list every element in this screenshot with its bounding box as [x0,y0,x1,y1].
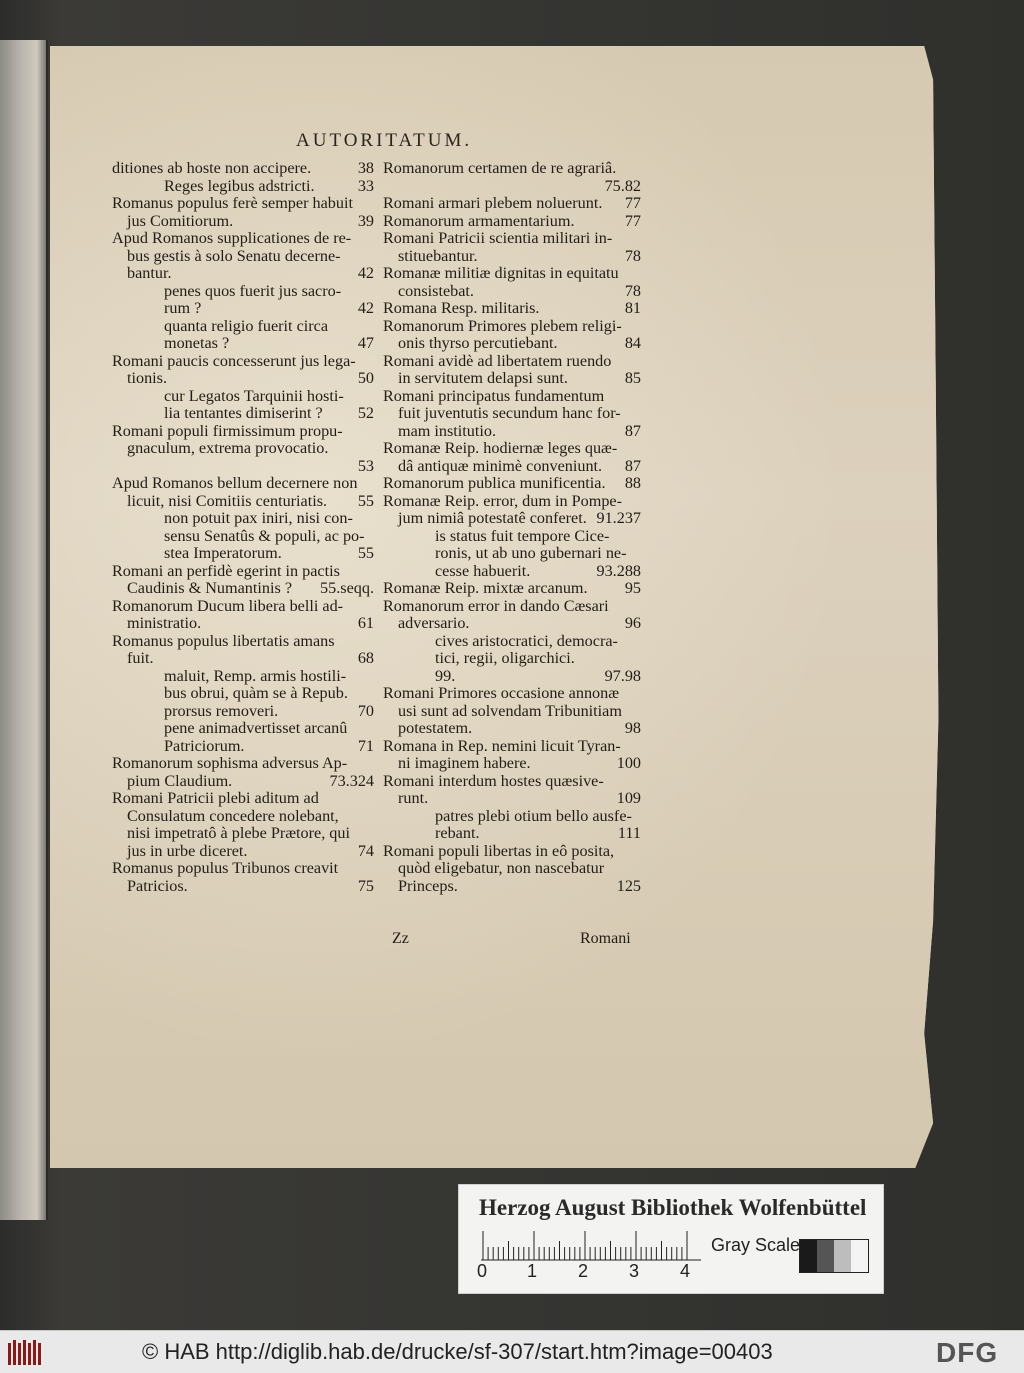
index-page-number: 55.seqq. [320,579,374,597]
index-entry-line: cur Legatos Tarquinii hosti- [164,386,344,405]
index-page-number: 73.324 [329,771,374,790]
index-entry-line: Romanorum Ducum libera belli ad- [112,596,344,615]
index-entry-line: bus obrui, quàm se à Repub. [164,684,348,702]
index-entry-line: prorsus removeri. [164,701,279,720]
index-entry [112,353,374,388]
index-entry [112,318,374,353]
index-page-number: 61 [357,614,374,632]
index-entry-line: Romanorum sophisma adversus Ap- [112,754,348,772]
index-entry [112,790,374,860]
index-entry-line: bus gestis à solo Senatu decerne- [127,246,341,265]
index-entry-line: Patriciorum. [164,736,245,755]
gray-swatch [834,1240,851,1272]
index-entry [383,633,641,686]
index-entry-line [112,458,374,476]
index-page-number: 47 [357,334,374,352]
index-entry [112,755,374,790]
facing-page-edge [0,40,48,1220]
index-page-number: 42 [357,264,374,282]
index-entry [112,598,374,633]
index-page-number: 109 [616,789,641,807]
index-entry-line: pium Claudium. [127,771,233,790]
index-page-number: 55 [357,491,374,510]
index-page-number: 75.82 [604,176,641,195]
index-entry-line: jus Comitiorum. [127,211,234,230]
index-entry-line: Romani an perfidè egerint in pactis [112,561,340,580]
index-entry-line: sensu Senatûs & populi, ac po- [164,526,365,545]
index-entry [383,353,641,388]
index-page-number: 96 [624,614,641,632]
index-entry [383,808,641,843]
index-entry-line: Romani armari plebem noluerunt. [383,194,603,212]
scale-ruler [481,1231,701,1261]
index-entry-line: runt. [398,789,429,807]
index-page-number: 38 [357,159,374,177]
index-entry-line [383,178,641,196]
gray-swatch [800,1240,817,1272]
index-entry-line: potestatem. [398,719,473,737]
scale-number: 3 [629,1261,640,1281]
index-entry [112,510,374,563]
index-entry-line: rum ? [164,299,202,317]
index-page-number: 95 [624,579,641,597]
index-entry [383,318,641,353]
index-entry-line: mam institutio. [398,421,497,440]
index-column-left [112,160,374,895]
index-entry-line: ronis, ut ab uno gubernari ne- [435,544,627,562]
index-page-number: 68 [357,649,374,667]
index-entry-line: adversario. [398,614,470,632]
index-entry [383,475,641,493]
index-page-number: 33 [357,176,374,195]
index-entry-line: non potuit pax iniri, nisi con- [164,509,353,527]
index-entry [112,633,374,668]
index-entry [112,178,374,196]
index-entry-line: Romana in Rep. nemini licuit Tyran- [383,736,621,755]
index-entry-line: Romani populi firmissimum propu- [112,421,343,440]
reference-card-title: Herzog August Bibliothek Wolfenbüttel [479,1195,867,1220]
index-entry-line: Romani avidè ad libertatem ruendo [383,351,612,370]
index-entry-line: Romana Resp. militaris. [383,299,540,317]
color-reference-card [458,1184,884,1294]
index-entry-line: onis thyrso percutiebant. [398,334,558,352]
index-entry-line: stea Imperatorum. [164,544,282,562]
gray-scale-label: Gray Scale [711,1235,801,1255]
index-entry-line: rebant. [435,824,480,842]
index-entry-line: Romanæ Reip. mixtæ arcanum. [383,579,588,597]
index-entry-line: quòd eligebatur, non nascebatur [398,859,605,877]
index-entry-line: Romanus populus libertatis amans [112,631,335,650]
index-entry-line: Romanorum certamen de re agrariâ. [383,159,617,177]
index-page-number: 50 [357,369,374,387]
index-entry-line: 99. [435,666,456,685]
index-entry-line: Romani populi libertas in eô posita, [383,841,615,860]
index-entry-line: Romanus populus Tribunos creavit [112,859,339,877]
index-entry-line: Romanorum publica munificentia. [383,474,606,492]
index-entry-line: Patricios. [127,876,188,895]
hab-logo-icon [6,1337,46,1367]
index-entry-line: Romanorum armamentarium. [383,211,575,230]
index-entry [112,563,374,598]
index-entry [383,843,641,896]
index-entry-line: consistebat. [398,281,474,300]
index-page-number: 78 [624,246,641,265]
index-entry-line: patres plebi otium bello ausfe- [435,806,632,825]
index-entry [383,388,641,441]
index-entry [112,668,374,721]
index-page-number: 75 [357,876,374,895]
scale-number: 0 [477,1261,488,1281]
scale-number: 4 [680,1261,691,1281]
index-page-number: 55 [357,544,374,562]
index-page-number: 81 [624,299,641,317]
index-entry-line: cives aristocratici, democra- [435,631,618,650]
catchword: Romani [580,930,631,947]
index-entry [383,265,641,300]
index-entry-line: jum nimiâ potestatê conferet. [398,509,587,527]
index-entry-line: in servitutem delapsi sunt. [398,369,568,387]
index-entry [383,440,641,475]
index-entry-line: Romani paucis concesserunt jus lega- [112,351,356,370]
index-entry [383,598,641,633]
index-page-number: 52 [357,404,374,422]
index-entry [383,773,641,808]
scale-number: 2 [578,1261,589,1281]
index-page-number: 42 [357,299,374,317]
index-entry-line: Romanus populus ferè semper habuit [112,194,353,212]
index-page-number: 70 [357,701,374,720]
index-entry-line: Princeps. [398,876,458,895]
index-entry-line: tionis. [127,369,168,387]
index-entry [383,195,641,213]
index-page-number: 85 [624,369,641,387]
index-page-number: 91.237 [596,509,641,527]
index-page-number: 74 [357,841,374,860]
scale-numbers [477,1261,707,1287]
index-page-number: 100 [616,754,641,772]
index-entry [112,720,374,755]
gray-swatch [817,1240,834,1272]
gray-scale-swatches [799,1239,869,1273]
index-page-number: 39 [357,211,374,230]
scale-number: 1 [527,1261,538,1281]
index-entry-line: lia tentantes dimiserint ? [164,404,323,422]
index-page-number: 53 [357,456,374,475]
index-page-number: 77 [624,211,641,230]
index-entry-line: Romanorum error in dando Cæsari [383,596,609,615]
index-entry-line: licuit, nisi Comitiis centuriatis. [127,491,328,510]
index-entry [112,388,374,423]
page-header: AUTORITATUM. [296,130,473,151]
index-entry-line: fuit juventutis secundum hanc for- [398,404,621,422]
index-entry-line: Romani interdum hostes quæsive- [383,771,604,790]
index-entry-line: maluit, Remp. armis hostili- [164,666,347,685]
index-page-number: 88 [624,474,641,492]
index-entry-line: tici, regii, oligarchici. [435,649,575,667]
index-page-number: 87 [624,456,641,475]
index-entry-line: Romani Patricii plebi aditum ad [112,789,319,807]
index-entry [383,160,641,195]
index-entry-line: usi sunt ad solvendam Tribunitiam [398,701,622,720]
index-page-number: 87 [624,421,641,440]
index-entry [112,475,374,510]
index-entry [112,195,374,230]
index-entry [383,738,641,773]
dfg-logo: DFG [936,1337,999,1368]
index-entry [383,685,641,738]
index-entry [112,860,374,895]
index-entry-line: fuit. [127,649,154,667]
signature-mark: Zz [392,930,409,947]
index-page-number: 93.288 [596,561,641,580]
credit-text: © HAB http://diglib.hab.de/drucke/sf-307/start.htm?image=00403 [142,1339,773,1364]
index-entry-line: Romani principatus fundamentum [383,386,605,405]
index-entry-line: monetas ? [164,334,230,352]
index-entry-line: Consulatum concedere nolebant, [127,806,339,825]
index-entry-line: dâ antiquæ minimè conveniunt. [398,456,603,475]
index-entry-line: Romanorum Primores plebem religi- [383,316,622,335]
index-entry-line: ditiones ab hoste non accipere. [112,159,312,177]
index-page-number: 71 [357,736,374,755]
index-entry-line: penes quos fuerit jus sacro- [164,281,342,300]
index-entry-line: nisi impetratô à plebe Prætore, qui [127,824,350,842]
index-entry-line: Romanæ Reip. hodiernæ leges quæ- [383,439,618,457]
index-entry-line: jus in urbe diceret. [127,841,248,860]
index-entry-line: Romani Patricii scientia militari in- [383,229,613,247]
index-page-number: 97.98 [604,666,641,685]
index-column-right [383,160,641,895]
index-entry-line: bantur. [127,264,172,282]
index-entry-line: Caudinis & Numantinis ? [127,579,293,597]
index-entry [383,213,641,231]
index-entry-line: is status fuit tempore Cice- [435,526,610,545]
index-entry [383,230,641,265]
index-entry [112,230,374,283]
index-entry-line: gnaculum, extrema provocatio. [127,439,329,457]
index-entry-line: quanta religio fuerit circa [164,316,329,335]
index-entry [112,160,374,178]
index-entry-line: ni imaginem habere. [398,754,531,772]
index-entry-line: pene animadvertisset arcanû [164,719,348,737]
index-entry-line: Romani Primores occasione annonæ [383,684,620,702]
credit-bar [0,1330,1024,1373]
index-entry [383,300,641,318]
index-page-number: 125 [616,876,641,895]
index-page-number: 78 [624,281,641,300]
index-page-number: 84 [624,334,641,352]
index-entry-line: Romanæ militiæ dignitas in equitatu [383,264,619,282]
index-entry [112,423,374,476]
index-page-number: 98 [624,719,641,737]
index-entry [112,283,374,318]
index-entry-line: cesse habuerit. [435,561,531,580]
index-entry [383,493,641,528]
index-entry [383,580,641,598]
index-entry-line: Apud Romanos supplicationes de re- [112,229,352,247]
gray-swatch [851,1240,868,1272]
index-page-number: 111 [617,824,641,842]
index-entry [383,528,641,581]
index-entry-line: Reges legibus adstricti. [164,176,315,195]
index-entry-line: stituebantur. [398,246,478,265]
index-entry-line: Romanæ Reip. error, dum in Pompe- [383,491,622,510]
index-entry-line: Apud Romanos bellum decernere non [112,474,358,492]
index-entry-line: ministratio. [127,614,202,632]
index-page-number: 77 [624,194,641,212]
